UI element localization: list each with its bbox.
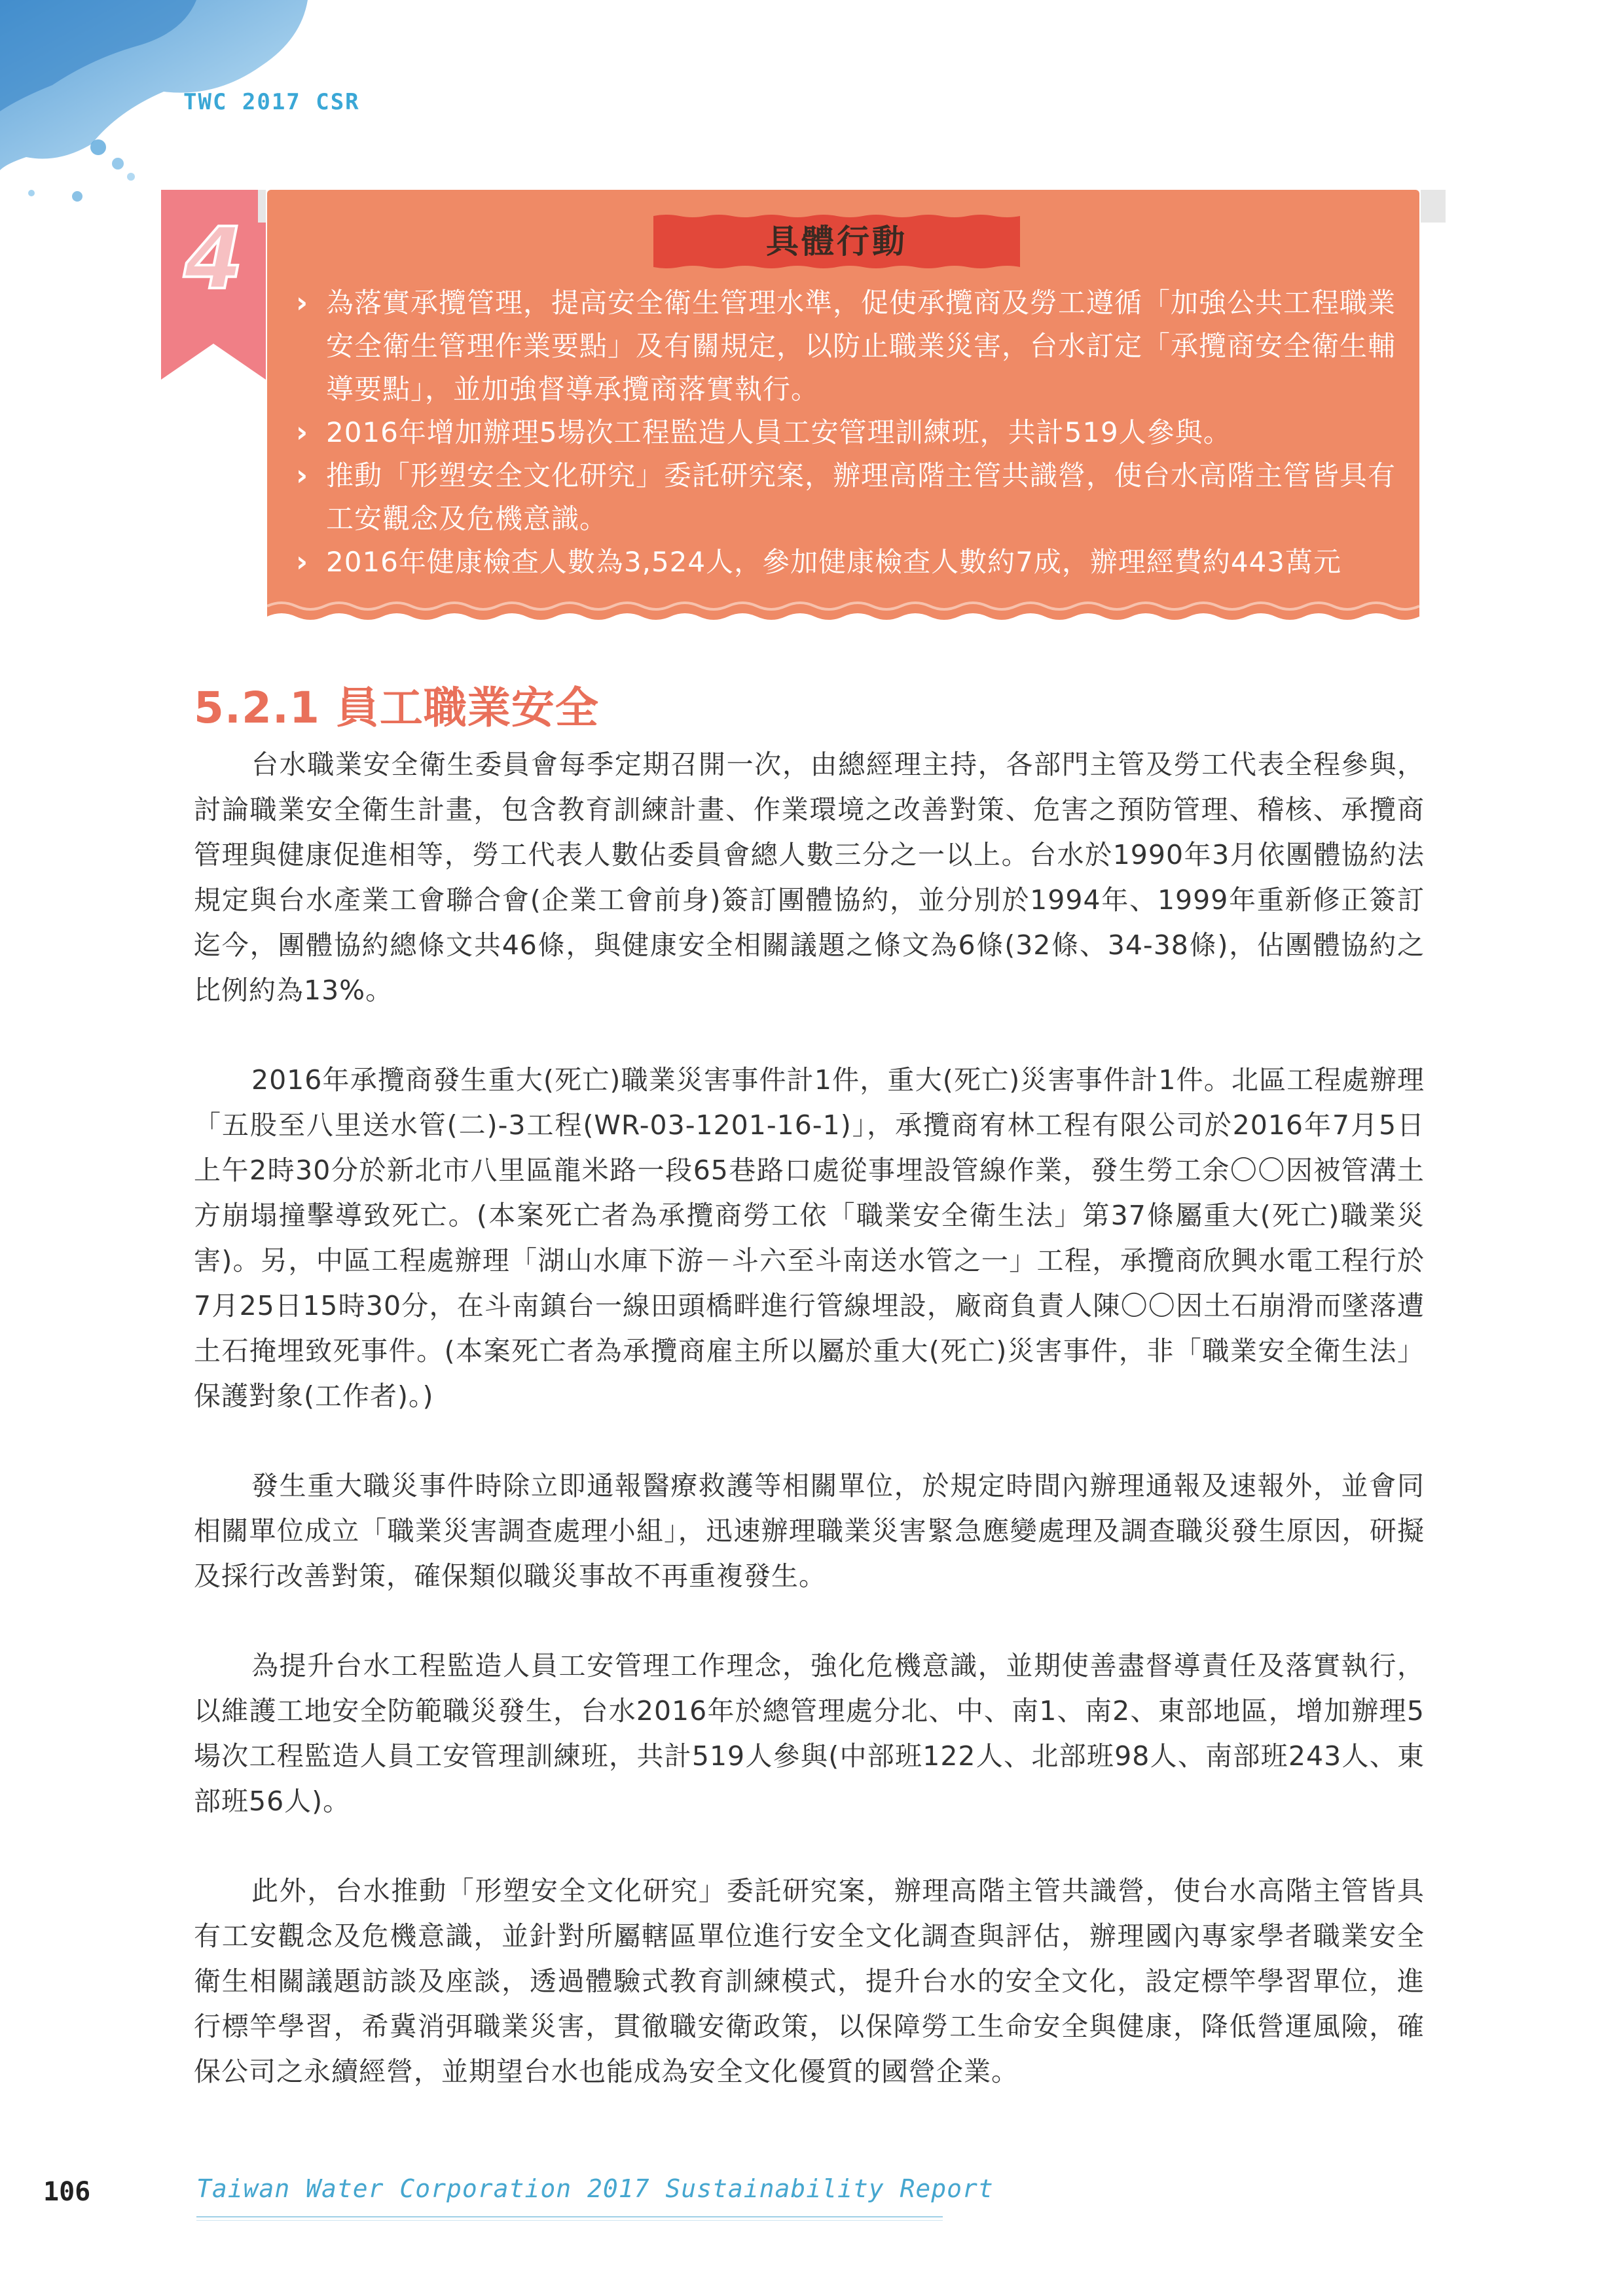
badge-number: 4	[183, 209, 244, 308]
footer-divider	[196, 2216, 943, 2217]
list-item	[296, 541, 1409, 584]
section-body	[194, 742, 1425, 2139]
body-paragraph: 發生重大職災事件時除立即通報醫療救護等相關單位，於規定時間內辦理通報及速報外，並會同相關單位成立「職業災害調查處理小組」，迅速辦理職業災害緊急應變處理及調查職災發生原因，研擬及採行改善對策，確保類似職災事故不再重複發生。	[194, 1470, 1425, 1592]
section-number-badge	[161, 190, 266, 380]
action-item-text: 推動「形塑安全文化研究」委託研究案，辦理高階主管共識營，使台水高階主管皆具有工安觀念及危機意識。	[326, 459, 1396, 535]
section-title: 5.2.1 員工職業安全	[194, 683, 599, 733]
action-item-text: 為落實承攬管理，提高安全衛生管理水準，促使承攬商及勞工遵循「加強公共工程職業安全衛生管理作業要點」及有關規定，以防止職業災害，台水訂定「承攬商安全衛生輔導要點」，並加強督導承攬商落實執行。	[326, 287, 1396, 405]
body-paragraph: 此外，台水推動「形塑安全文化研究」委託研究案，辦理高階主管共識營，使台水高階主管皆具有工安觀念及危機意識，並針對所屬轄區單位進行安全文化調查與評估，辦理國內專家學者職業安全衛生相關議題訪談及座談，透過體驗式教育訓練模式，提升台水的安全文化，設定標竿學習單位，進行標竿學習，希冀消弭職業災害，貫徹職安衛政策，以保障勞工生命安全與健康，降低營運風險，確保公司之永續經營，並期望台水也能成為安全文化優質的國營企業。	[194, 1875, 1425, 2087]
list-item	[296, 454, 1409, 541]
body-paragraph: 台水職業安全衛生委員會每季定期召開一次，由總經理主持，各部門主管及勞工代表全程參與，討論職業安全衛生計畫，包含教育訓練計畫、作業環境之改善對策、危害之預防管理、稽核、承攬商管理與健康促進相等，勞工代表人數佔委員會總人數三分之一以上。台水於1990年3月依團體協約法規定與台水產業工會聯合會(企業工會前身)簽訂團體協約，並分別於1994年、1999年重新修正簽訂迄今，團體協約總條文共46條，與健康安全相關議題之條文為6條(32條、34-38條)，佔團體協約之比例約為13%。	[194, 749, 1425, 1006]
chevron-right-icon: ›	[296, 545, 309, 579]
action-box	[267, 190, 1419, 622]
chevron-right-icon: ›	[296, 459, 309, 492]
footer-divider	[196, 2220, 943, 2221]
report-tag: TWC 2017 CSR	[183, 89, 360, 115]
action-title-ribbon	[653, 213, 1020, 270]
page-number: 106	[43, 2177, 91, 2207]
list-item	[296, 411, 1409, 454]
body-paragraph: 2016年承攬商發生重大(死亡)職業災害事件計1件，重大(死亡)災害事件計1件。北區工程處辦理「五股至八里送水管(二)-3工程(WR-03-1201-16-1)」，承攬商宥林工程有限公司於2016年7月5日上午2時30分於新北市八里區龍米路一段65巷路口處從事埋設管線作業，發生勞工余〇〇因被管溝土方崩塌撞擊導致死亡。(本案死亡者為承攬商勞工依「職業安全衛生法」第37條屬重大(死亡)職業災害)。另，中區工程處辦理「湖山水庫下游－斗六至斗南送水管之一」工程，承攬商欣興水電工程行於7月25日15時30分，在斗南鎮台一線田頭橋畔進行管線埋設，廠商負責人陳〇〇因土石崩滑而墜落遭土石掩埋致死事件。(本案死亡者為承攬商雇主所以屬於重大(死亡)災害事件，非「職業安全衛生法」保護對象(工作者)。)	[194, 1064, 1425, 1412]
action-item-text: 2016年增加辦理5場次工程監造人員工安管理訓練班，共計519人參與。	[326, 416, 1231, 448]
box-tab-right	[1421, 190, 1446, 223]
box-tab-left	[258, 190, 266, 223]
action-title: 具體行動	[766, 223, 907, 260]
chevron-right-icon: ›	[296, 416, 309, 449]
list-item	[296, 281, 1409, 411]
box-wave-edge	[267, 597, 1419, 623]
footer-report-title: Taiwan Water Corporation 2017 Sustainability Report	[196, 2174, 994, 2203]
body-paragraph: 為提升台水工程監造人員工安管理工作理念，強化危機意識，並期使善盡督導責任及落實執行，以維護工地安全防範職災發生，台水2016年於總管理處分北、中、南1、南2、東部地區，增加辦理5場次工程監造人員工安管理訓練班，共計519人參與(中部班122人、北部班98人、南部班243人、東部班56人)。	[194, 1650, 1425, 1817]
action-list	[296, 281, 1409, 584]
chevron-right-icon: ›	[296, 286, 309, 319]
action-item-text: 2016年健康檢查人數為3,524人，參加健康檢查人數約7成，辦理經費約443萬元	[326, 546, 1342, 578]
